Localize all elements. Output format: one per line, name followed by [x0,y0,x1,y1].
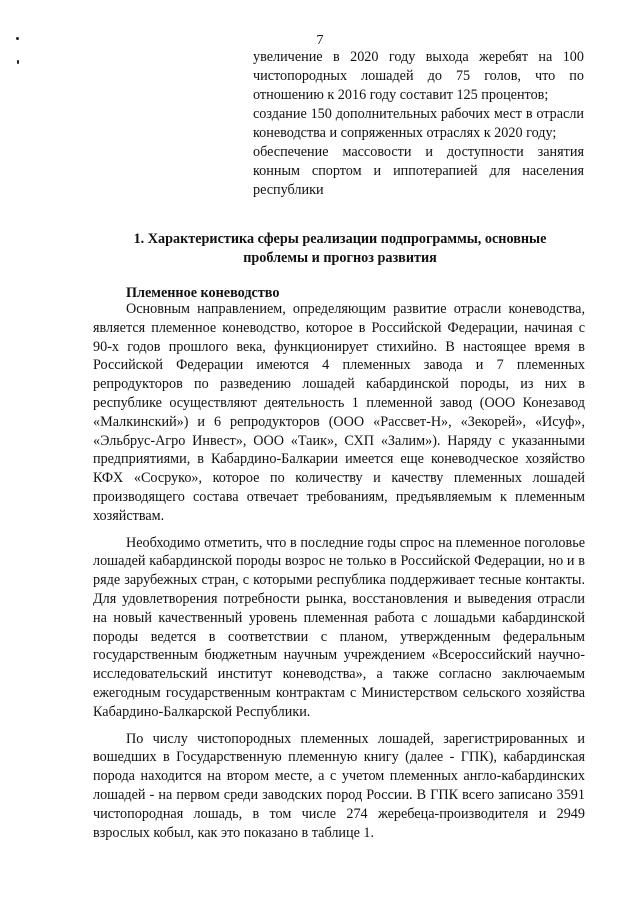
page-number: 7 [316,33,324,48]
scan-artifact-dot [17,60,19,64]
section-heading [95,230,585,268]
body-text [93,300,585,850]
paragraph: Основным направлением, определяющим развитие отрасли коневодства, является племенное коневодство, которое в Российской Федерации, начиная с 90-х годов прошлого века, функционирует стихийно. В настоящее время в Российской Федерации имеются 4 племенных завода и 7 племенных репродукторов по разведению лошадей кабардинской породы, из них в республике осуществляют деятельность 1 племенной завод (ООО Конезавод «Малкинский») и 6 репродукторов (ООО «Рассвет-Н», «Зекорей», «Исуф», «Эльбрус-Агро Инвест», ООО «Таик», СХП «Залим»). Наряду с указанными предприятиями, в Кабардино-Балкарии имеется еще коневодческое хозяйство КФХ «Сосруко», которое по количеству и качеству племенных лошадей производящего состава отвечает требованиям, предъявляемым к племенным хозяйствам. [93,301,585,524]
goal-item: увеличение в 2020 году выхода жеребят на 100 чистопородных лошадей до 75 голов, что по отношению к 2016 году составит 125 процентов; [253,49,584,103]
subsection-title: Племенное коневодство [126,285,280,301]
paragraph: Необходимо отметить, что в последние годы спрос на племенное поголовье лошадей кабардинской породы возрос не только в Российской Федерации, но и в ряде зарубежных стран, с которыми республика поддерживает тесные контакты. Для удовлетворения потребности рынка, восстановления и выведения отрасли на новый качественный уровень племенная работа с лошадьми кабардинской породы ведется в соответствии с планом, утвержденным федеральным государственным бюджетным научным учреждением «Всероссийский научно-исследовательский институт коневодства», а также согласно заключаемым ежегодным государственным контрактам с Министерством сельского хозяйства Кабардино-Балкарской Республики. [93,534,585,720]
goal-item: обеспечение массовости и доступности занятия конным спортом и иппотерапией для населения республики [253,144,584,198]
section-heading-line: 1. Характеристика сферы реализации подпрограммы, основные [133,231,547,247]
paragraph: По числу чистопородных племенных лошадей, зарегистрированных и вошедших в Государственную племенную книгу (далее - ГПК), кабардинская порода находится на втором месте, а с учетом племенных англо-кабардинских лошадей - на первом среди заводских пород России. В ГПК всего записано 3591 чистопородная лошадь, в том числе 274 жеребеца-производителя и 2949 взрослых кобыл, как это показано в таблице 1. [93,730,585,841]
goal-item: создание 150 дополнительных рабочих мест в отрасли коневодства и сопряженных отраслях к 2020 году; [253,106,584,141]
goals-list [253,48,584,200]
section-heading-line: проблемы и прогноз развития [243,250,437,266]
